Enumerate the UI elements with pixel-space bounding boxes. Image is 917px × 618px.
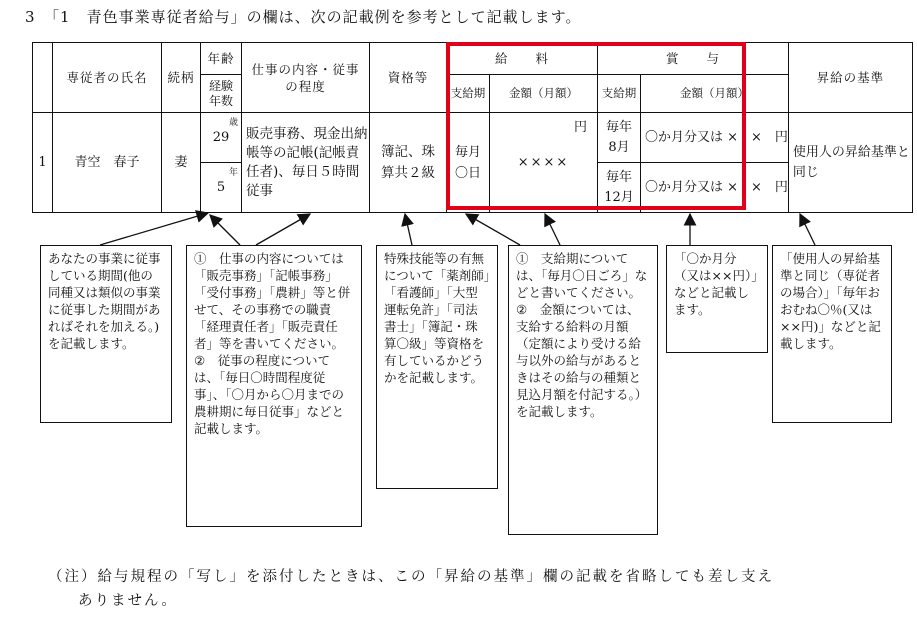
footnote-line1: （注）給与規程の「写し」を添付したときは、この「昇給の基準」欄の記載を省略しても差し支え xyxy=(48,569,774,585)
arrow-3 xyxy=(405,214,412,245)
row-qualification: 簿記、珠算共２級 xyxy=(370,113,447,213)
header-qualification: 資格等 xyxy=(370,43,447,113)
header-salary: 給 料 xyxy=(447,43,598,75)
header-raise-basis: 昇給の基準 xyxy=(788,43,912,113)
row-number: 1 xyxy=(33,113,53,213)
arrow-2b xyxy=(256,214,310,245)
row-bonus2-period: 毎年 12月 xyxy=(598,163,641,213)
header-bonus: 賞 与 xyxy=(598,43,789,75)
row-bonus1-period: 毎年 8月 xyxy=(598,113,641,163)
note-experience: あなたの事業に従事している期間(他の同種又は類似の事業に従事した期間があればそれを加える。)を記載します。 xyxy=(40,245,172,423)
arrow-4b xyxy=(545,214,560,245)
header-experience: 経験年数 xyxy=(201,75,242,113)
note-bonus: 「〇か月分（又は××円）」などと記載します。 xyxy=(666,245,768,353)
arrow-2a xyxy=(210,215,240,245)
arrow-1 xyxy=(100,213,208,245)
header-bonus-amount: 金額（月額） xyxy=(641,75,789,113)
header-bonus-period: 支給期 xyxy=(598,75,641,113)
section-heading: 3 「1 青色事業専従者給与」の欄は、次の記載例を参考として記載します。 xyxy=(25,8,582,26)
note-salary: ① 支給期については、「毎月〇日ごろ」などと書いてください。 ② 金額については、支給する給料の月額（定額により受ける給与以外の給与があるときはその給与の種類と見込月額を付記する。）を記載します。 xyxy=(508,245,658,535)
header-name: 専従者の氏名 xyxy=(53,43,162,113)
header-salary-amount: 金額（月額） xyxy=(490,75,598,113)
note-raise-basis: 「使用人の昇給基準と同じ（専従者の場合）」「毎年おおむね〇％(又は××円)」などと記載します。 xyxy=(772,245,892,423)
row-years: 5 xyxy=(216,180,226,195)
header-relation: 続柄 xyxy=(162,43,201,113)
years-unit: 年 xyxy=(228,168,238,178)
header-age: 年齢 xyxy=(201,43,242,75)
header-work: 仕事の内容・従事の程度 xyxy=(242,43,370,113)
note-work: ① 仕事の内容については「販売事務」「記帳事務」「受付事務」「農耕」等と併せて、その事務での職責「経理責任者」「販売責任者」等を書いてください。 ② 従事の程度については、「毎日〇時間程度従事」、「〇月から〇月までの農耕期に毎日従事」などと記載します。 xyxy=(186,245,362,527)
row-salary-amount: ×××× xyxy=(517,155,570,170)
row-salary-period: 毎月〇日 xyxy=(447,113,490,213)
note-qualification: 特殊技能等の有無について「薬剤師」「看護師」「大型運転免許」「司法書士」「簿記・珠算〇級」等資格を有しているかどうかを記載します。 xyxy=(376,245,498,489)
salary-unit: 円 xyxy=(573,120,587,135)
header-salary-period: 支給期 xyxy=(447,75,490,113)
arrow-4a xyxy=(466,214,520,245)
row-age: 29 xyxy=(212,130,230,145)
row-raise-basis: 使用人の昇給基準と同じ xyxy=(788,113,912,213)
age-unit: 歳 xyxy=(228,118,238,128)
row-bonus2-amount: 〇か月分又は × × 円 xyxy=(641,163,789,213)
row-name: 青空 春子 xyxy=(53,113,162,213)
footnote xyxy=(48,565,888,613)
row-work: 販売事務、現金出納帳等の記帳(記帳責任者)、毎日５時間従事 xyxy=(242,113,370,213)
row-relation: 妻 xyxy=(162,113,201,213)
footnote-line2: ありません。 xyxy=(78,593,178,609)
row-bonus1-amount: 〇か月分又は × × 円 xyxy=(641,113,789,163)
arrow-6 xyxy=(800,214,815,245)
